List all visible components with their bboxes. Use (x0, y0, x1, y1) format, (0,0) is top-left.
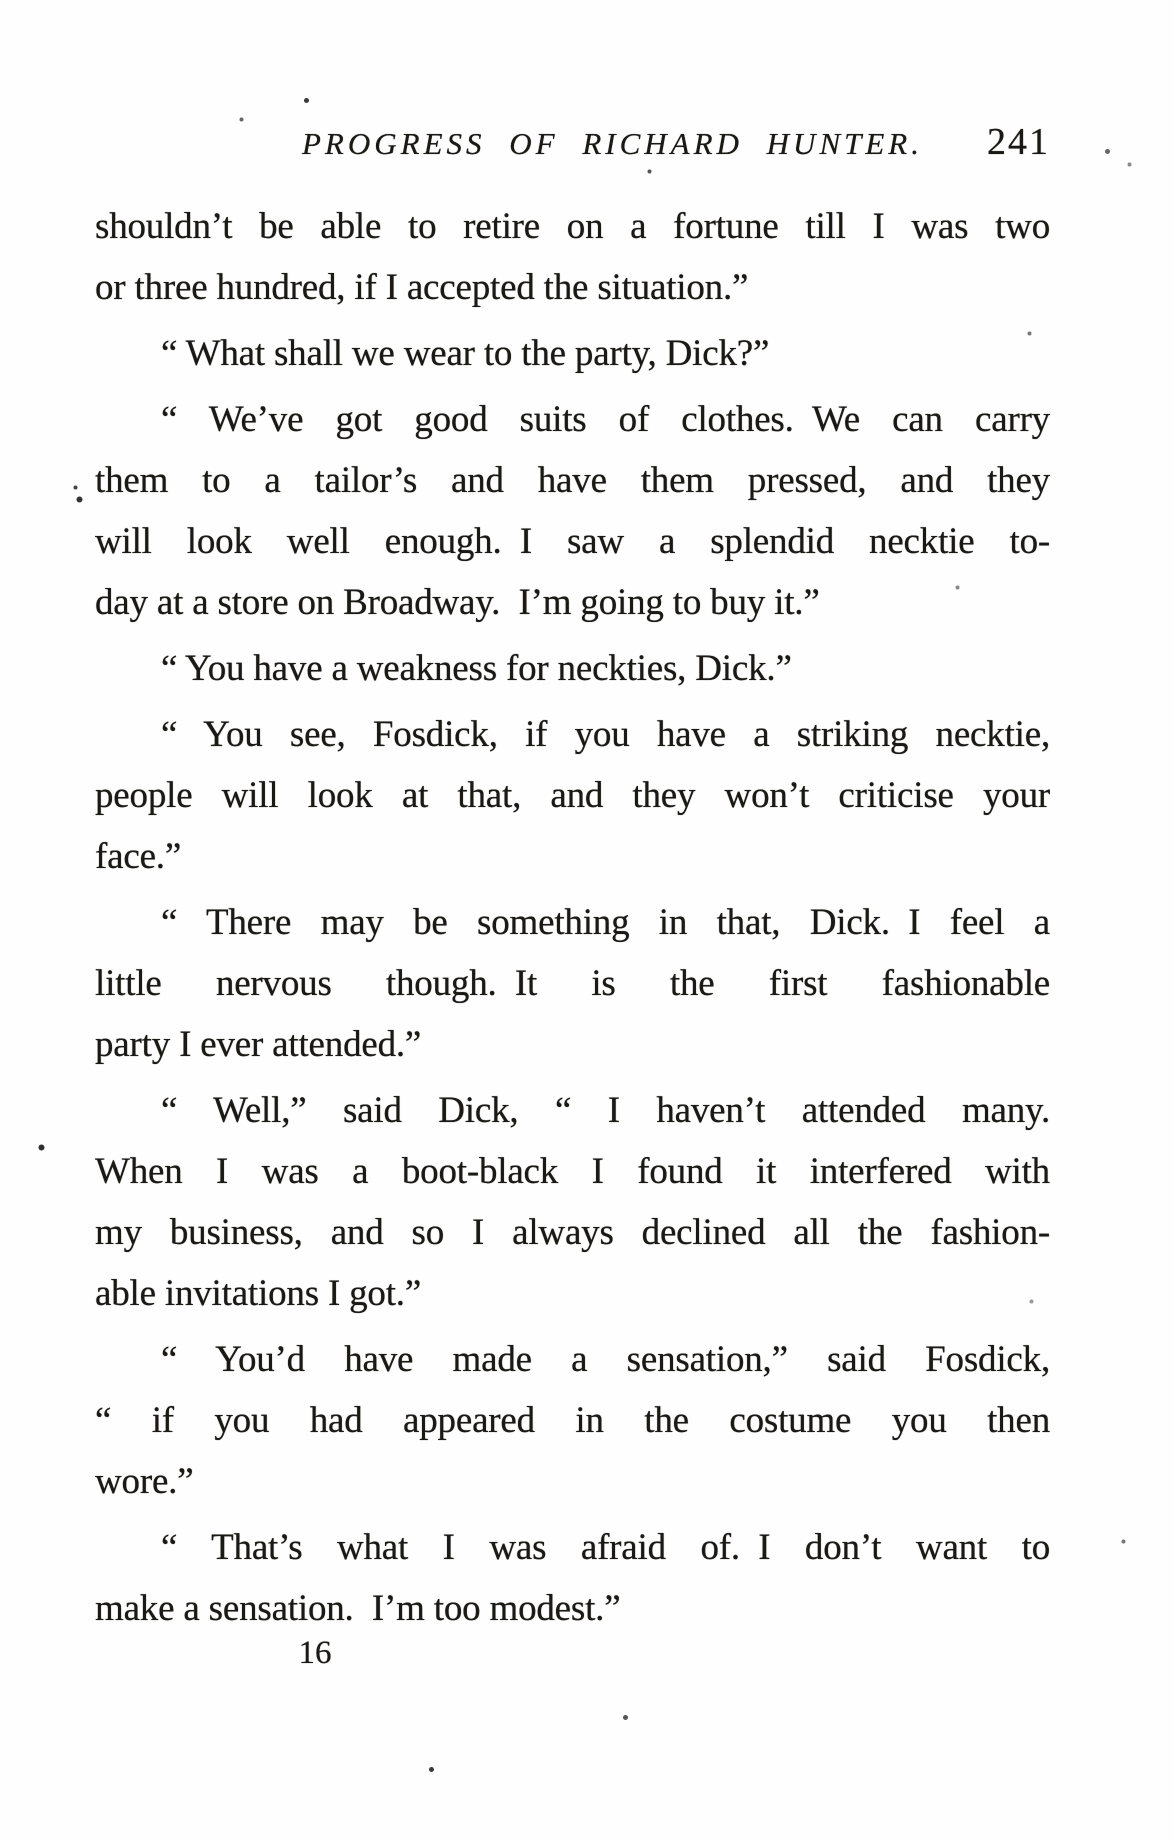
body-text (95, 196, 1050, 1639)
text-line: will look well enough. I saw a splendid necktie to- (95, 521, 1050, 562)
text-line: “ You have a weakness for neckties, Dick.” (161, 648, 792, 689)
text-line: them to a tailor’s and have them pressed, and they (95, 460, 1050, 501)
text-line: “ if you had appeared in the costume you then (95, 1400, 1050, 1441)
text-line: little nervous though. It is the first fashionable (95, 963, 1050, 1004)
text-line: “ You’d have made a sensation,” said Fosdick, (161, 1339, 1050, 1380)
text-line: people will look at that, and they won’t criticise your (95, 775, 1050, 816)
text-line: day at a store on Broadway. I’m going to buy it.” (95, 582, 820, 623)
paragraph (95, 1517, 1050, 1639)
text-line: “ We’ve got good suits of clothes. We can carry (161, 399, 1050, 440)
page-number: 241 (987, 121, 1050, 163)
paragraph (95, 1329, 1050, 1512)
text-line: “ There may be something in that, Dick. I feel a (161, 902, 1050, 943)
signature-mark: 16 (298, 1635, 332, 1671)
text-line: or three hundred, if I accepted the situation.” (95, 267, 749, 308)
text-line: make a sensation. I’m too modest.” (95, 1588, 621, 1629)
text-line: “ What shall we wear to the party, Dick?” (161, 333, 770, 374)
text-line: When I was a boot-black I found it interfered with (95, 1151, 1050, 1192)
running-title: PROGRESS OF RICHARD HUNTER. (302, 126, 923, 161)
text-line: “ Well,” said Dick, “ I haven’t attended many. (161, 1090, 1050, 1131)
text-line: “ You see, Fosdick, if you have a striking necktie, (161, 714, 1050, 755)
paragraph (95, 323, 1050, 384)
text-line: able invitations I got.” (95, 1273, 422, 1314)
paragraph (95, 704, 1050, 887)
paragraph (95, 638, 1050, 699)
text-line: face.” (95, 836, 182, 877)
paragraph (95, 196, 1050, 318)
text-line: wore.” (95, 1461, 194, 1502)
scan-specks (0, 0, 3, 3)
paragraph (95, 892, 1050, 1075)
text-line: my business, and so I always declined all the fashion- (95, 1212, 1050, 1253)
text-line: shouldn’t be able to retire on a fortune till I was two (95, 206, 1050, 247)
paragraph (95, 1080, 1050, 1324)
text-line: “ That’s what I was afraid of. I don’t want to (161, 1527, 1050, 1568)
paragraph (95, 389, 1050, 633)
page-header (95, 121, 1050, 174)
text-line: party I ever attended.” (95, 1024, 422, 1065)
